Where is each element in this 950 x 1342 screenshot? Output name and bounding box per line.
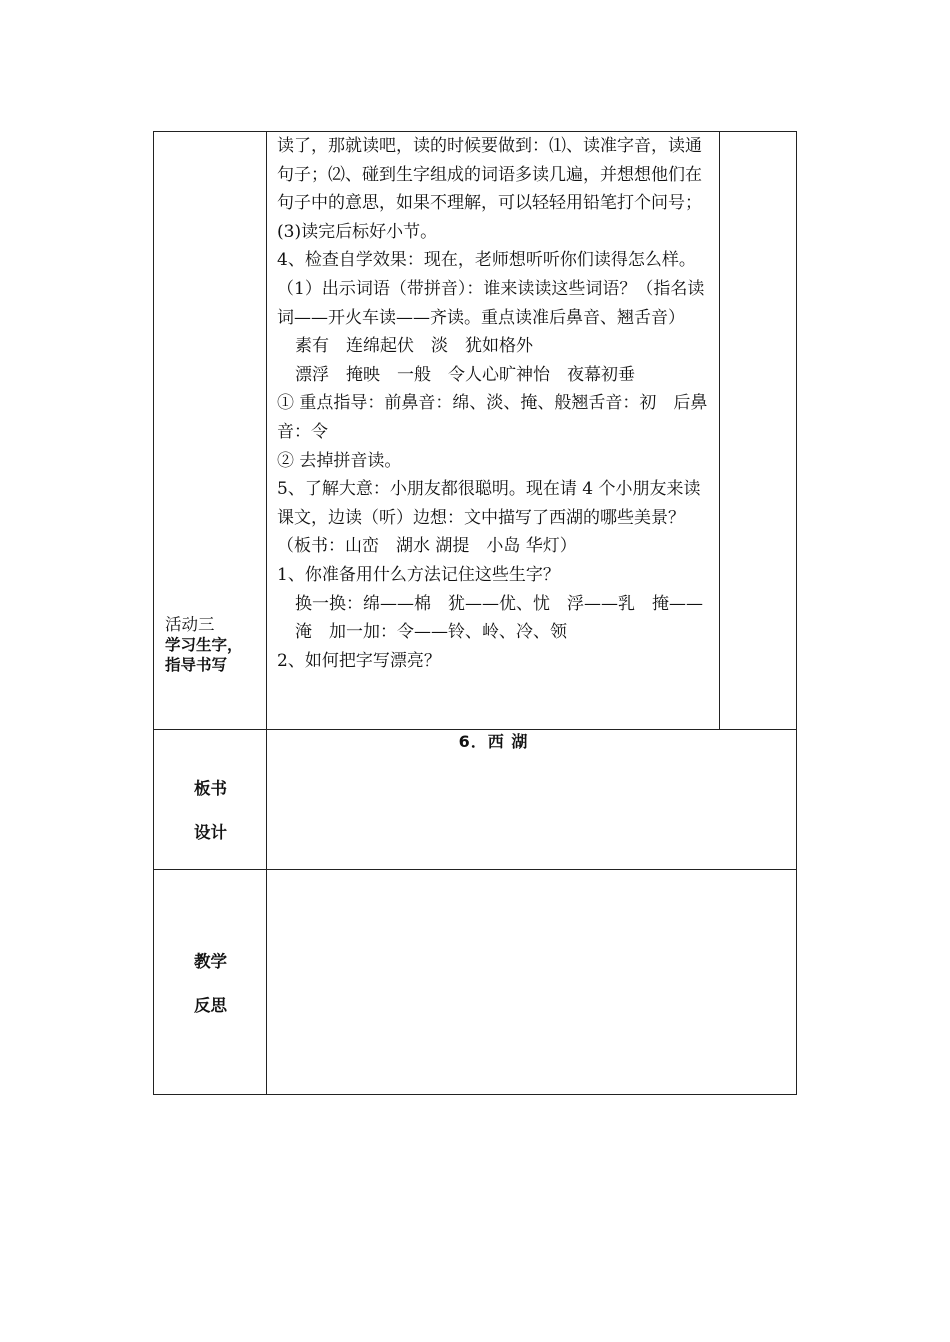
board-label-line1: 板书 xyxy=(194,779,227,798)
vocab-line: 漂浮 掩映 一般 令人心旷神怡 夜幕初垂 xyxy=(295,364,635,385)
reflection-label xyxy=(154,940,267,1028)
lesson-plan-table xyxy=(153,131,797,1095)
activity-heading xyxy=(165,615,265,675)
reflection-row xyxy=(154,870,797,1095)
vocab-line: 素有 连绵起伏 淡 犹如格外 xyxy=(295,336,533,357)
activity-row xyxy=(154,132,797,730)
reflection-label-line1: 教学 xyxy=(194,952,227,971)
activity-prefix: 活动三 xyxy=(165,615,215,634)
content-paragraph: ② 去掉拼音读。 xyxy=(277,450,402,471)
reflection-label-cell xyxy=(154,870,267,1095)
content-paragraph: 1、你准备用什么方法记住这些生字？ xyxy=(277,564,560,585)
board-label xyxy=(154,767,267,855)
activity-title-line2: 指导书写 xyxy=(165,656,228,674)
activity-content-cell xyxy=(267,132,720,730)
content-paragraph: 5、了解大意：小朋友都很聪明。现在请 4 个小朋友来读课文，边读（听）边想：文中描写了西湖的哪些美景？（板书：山峦 湖水 湖提 小岛 华灯） xyxy=(277,479,701,557)
content-paragraph: 2、如何把字写漂亮？ xyxy=(277,650,441,671)
content-paragraph: 读了，那就读吧，读的时候要做到：⑴、读准字音，读通句子；⑵、碰到生字组成的词语多读几遍，并想想他们在句子中的意思，如果不理解，可以轻轻用铅笔打个问号；(3)读完后标好小节。 xyxy=(277,136,702,242)
reflection-label-line2: 反思 xyxy=(194,996,227,1015)
board-content-cell xyxy=(267,730,797,870)
content-paragraph: ① 重点指导：前鼻音：绵、淡、掩、般翘舌音：初 后鼻音：令 xyxy=(277,393,708,442)
content-paragraph: 4、检查自学效果：现在，老师想听听你们读得怎么样。 xyxy=(277,250,696,271)
notes-cell xyxy=(720,132,797,730)
board-design-row xyxy=(154,730,797,870)
activity-content xyxy=(267,132,719,675)
board-label-line2: 设计 xyxy=(194,823,227,842)
activity-title-line1: 学习生字， xyxy=(165,636,243,654)
board-title: 6．西 湖 xyxy=(458,732,529,751)
activity-label-cell xyxy=(154,132,267,730)
content-paragraph: 换一换：绵——棉 犹——优、忧 浮——乳 掩——淹 加一加：令——铃、岭、冷、领 xyxy=(295,593,703,643)
content-paragraph: （1）出示词语（带拼音）：谁来读读这些词语？（指名读词——开火车读——齐读。重点读准后鼻音、翘舌音） xyxy=(277,278,705,328)
reflection-content-cell xyxy=(267,870,797,1095)
board-label-cell xyxy=(154,730,267,870)
